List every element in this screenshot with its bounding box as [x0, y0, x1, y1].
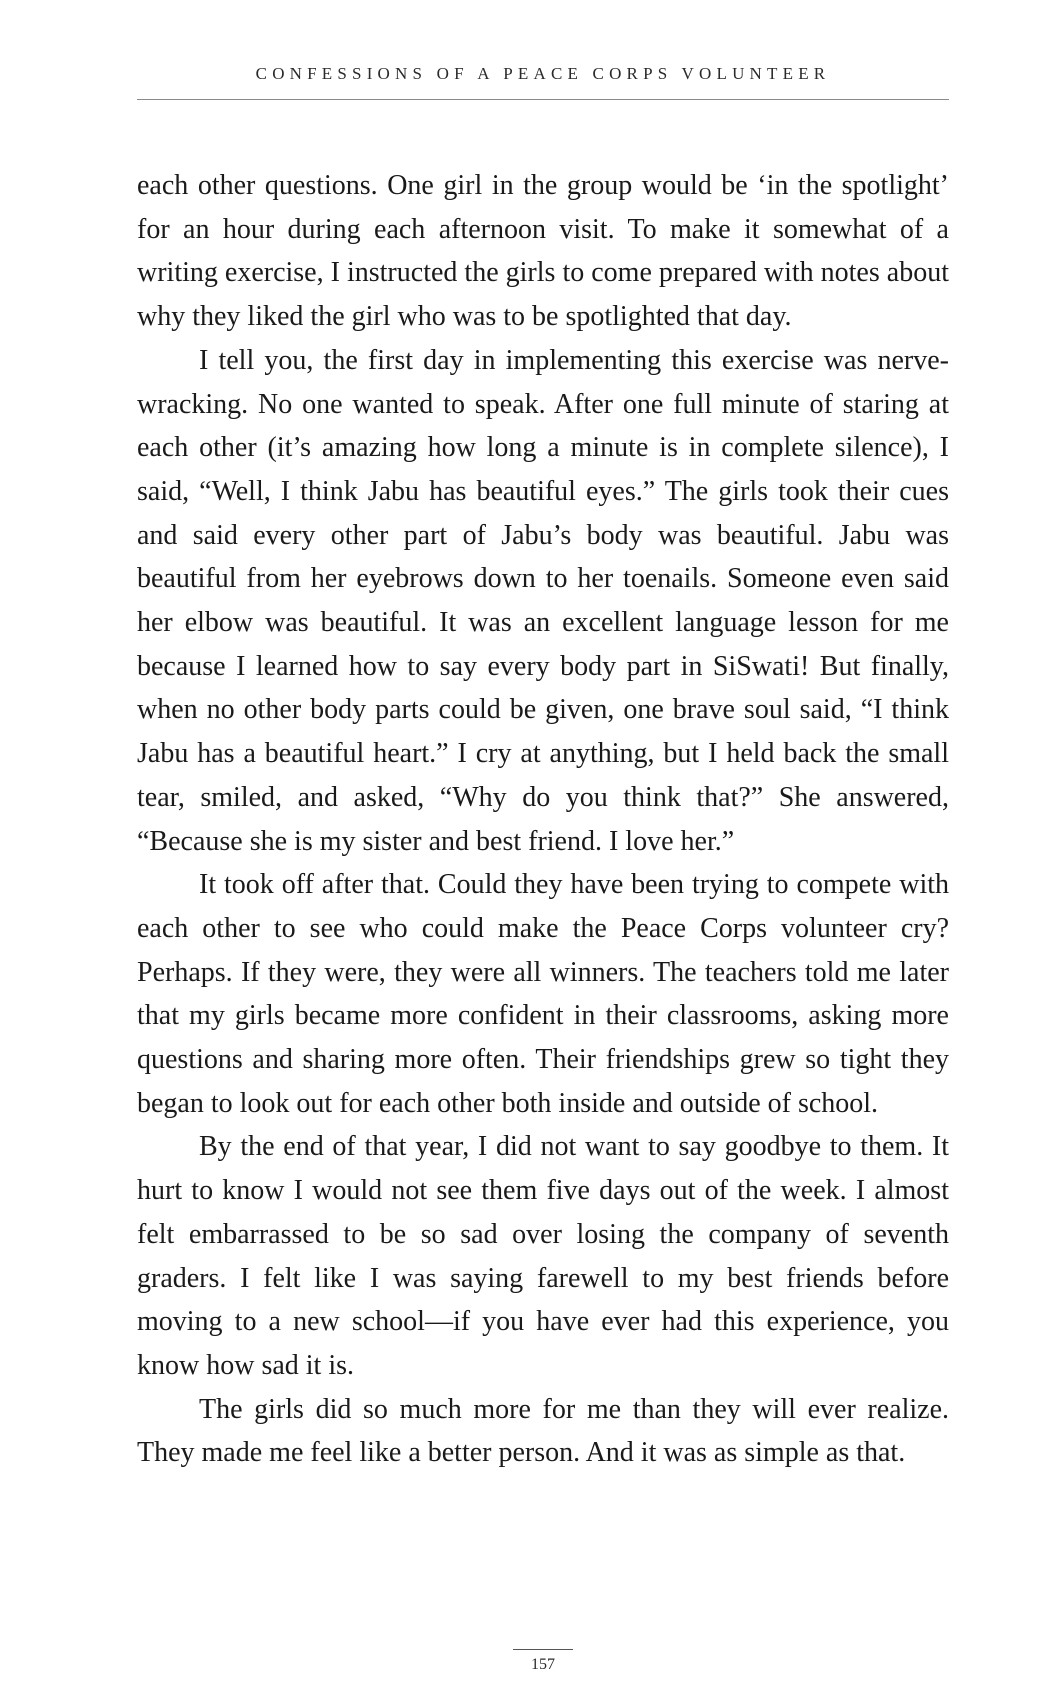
header-divider	[137, 99, 949, 100]
running-header: CONFESSIONS OF A PEACE CORPS VOLUNTEER	[255, 64, 831, 83]
paragraph: I tell you, the first day in implementing this exercise was nerve-wracking. No one wanted to speak. After one full minute of staring at each other (it’s amazing how long a minute is in complete silence), I said, “Well, I think Jabu has beautiful eyes.” The girls took their cues and said every other part of Jabu’s body was beautiful. Jabu was beautiful from her eyebrows down to her toenails. Someone even said her elbow was beautiful. It was an excellent language lesson for me because I learned how to say every body part in SiSwati! But finally, when no other body parts could be given, one brave soul said, “I think Jabu has a beautiful heart.” I cry at anything, but I held back the small tear, smiled, and asked, “Why do you think that?” She answered, “Because she is my sister and best friend. I love her.”	[137, 344, 949, 857]
page-number: 157	[531, 1656, 555, 1673]
paragraph: By the end of that year, I did not want to say goodbye to them. It hurt to know I would not see them five days out of the week. I almost felt embarrassed to be so sad over losing the company of seventh graders. I felt like I was saying farewell to my best friends before moving to a new school—if you have ever had this experience, you know how sad it is.	[137, 1131, 949, 1381]
body-text	[137, 164, 949, 1475]
paragraph-continued: each other questions. One girl in the group would be ‘in the spotlight’ for an hour during each afternoon visit. To make it somewhat of a writing exercise, I instructed the girls to come prepared with notes about why they liked the girl who was to be spotlighted that day.	[137, 170, 949, 333]
paragraph: It took off after that. Could they have been trying to compete with each other to see who could make the Peace Corps volunteer cry? Perhaps. If they were, they were all winners. The teachers told me later that my girls became more confident in their classrooms, asking more questions and sharing more often. Their friendships grew so tight they began to look out for each other both inside and outside of school.	[137, 869, 949, 1119]
folio-divider	[513, 1649, 573, 1650]
paragraph: The girls did so much more for me than they will ever realize. They made me feel like a better person. And it was as simple as that.	[137, 1393, 949, 1469]
